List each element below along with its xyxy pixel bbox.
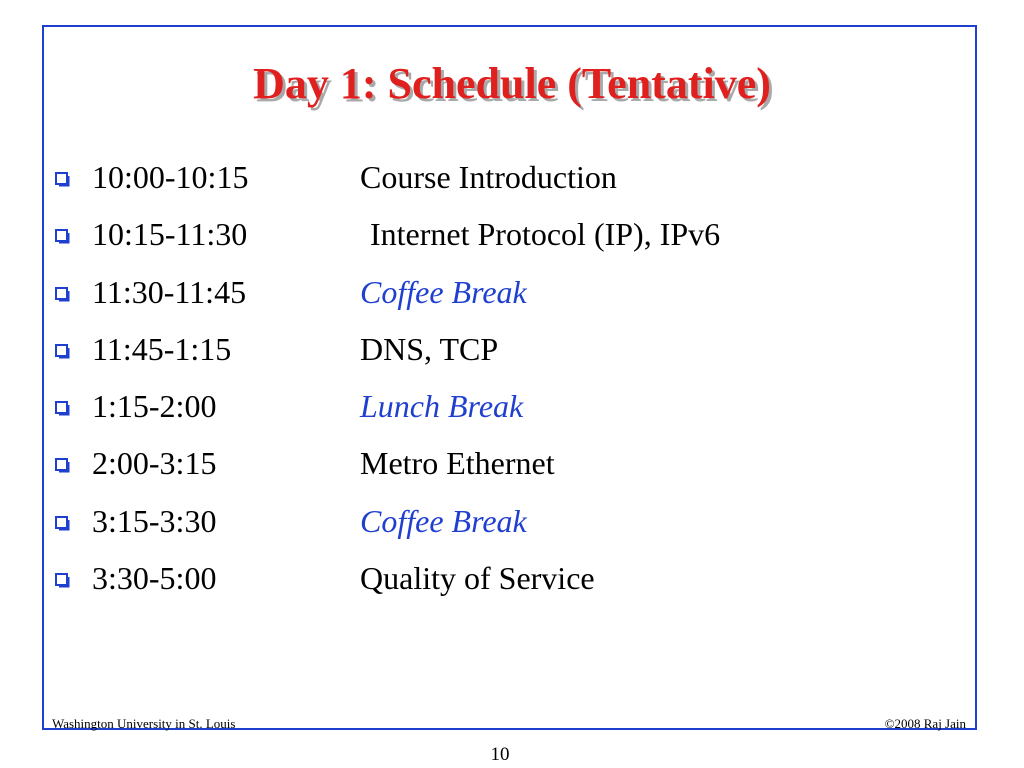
hollow-square-bullet-icon xyxy=(55,229,70,244)
slide-title: Day 1: Schedule (Tentative) xyxy=(253,59,771,108)
hollow-square-bullet-icon xyxy=(55,401,70,416)
schedule-time: 2:00-3:15 xyxy=(92,445,217,482)
schedule-topic: Course Introduction xyxy=(360,159,617,195)
schedule-time: 3:30-5:00 xyxy=(92,560,217,597)
hollow-square-bullet-icon xyxy=(55,516,70,531)
hollow-square-bullet-icon xyxy=(55,344,70,359)
schedule-time: 1:15-2:00 xyxy=(92,388,217,425)
footer-institution: Washington University in St. Louis xyxy=(52,716,236,731)
schedule-topic: DNS, TCP xyxy=(360,330,499,367)
page-number: 10 xyxy=(490,744,510,765)
schedule-time: 10:15-11:30 xyxy=(92,216,248,253)
schedule-topic-break: Coffee Break xyxy=(360,273,527,310)
schedule-time: 11:45-1:15 xyxy=(92,330,232,367)
schedule-topic-break: Lunch Break xyxy=(360,388,524,425)
hollow-square-bullet-icon xyxy=(55,573,70,588)
schedule-time: 10:00-10:15 xyxy=(92,159,249,195)
schedule-topic: Quality of Service xyxy=(360,560,595,597)
schedule-topic: Metro Ethernet xyxy=(360,445,555,482)
schedule-topic: Internet Protocol (IP), IPv6 xyxy=(370,216,721,253)
hollow-square-bullet-icon xyxy=(55,172,70,187)
footer-copyright: ©2008 Raj Jain xyxy=(884,716,966,731)
slide-border-frame xyxy=(42,25,977,730)
hollow-square-bullet-icon xyxy=(55,287,70,302)
schedule-topic-break: Coffee Break xyxy=(360,502,527,539)
schedule-time: 11:30-11:45 xyxy=(92,273,247,310)
schedule-time: 3:15-3:30 xyxy=(92,502,217,539)
hollow-square-bullet-icon xyxy=(55,458,70,473)
